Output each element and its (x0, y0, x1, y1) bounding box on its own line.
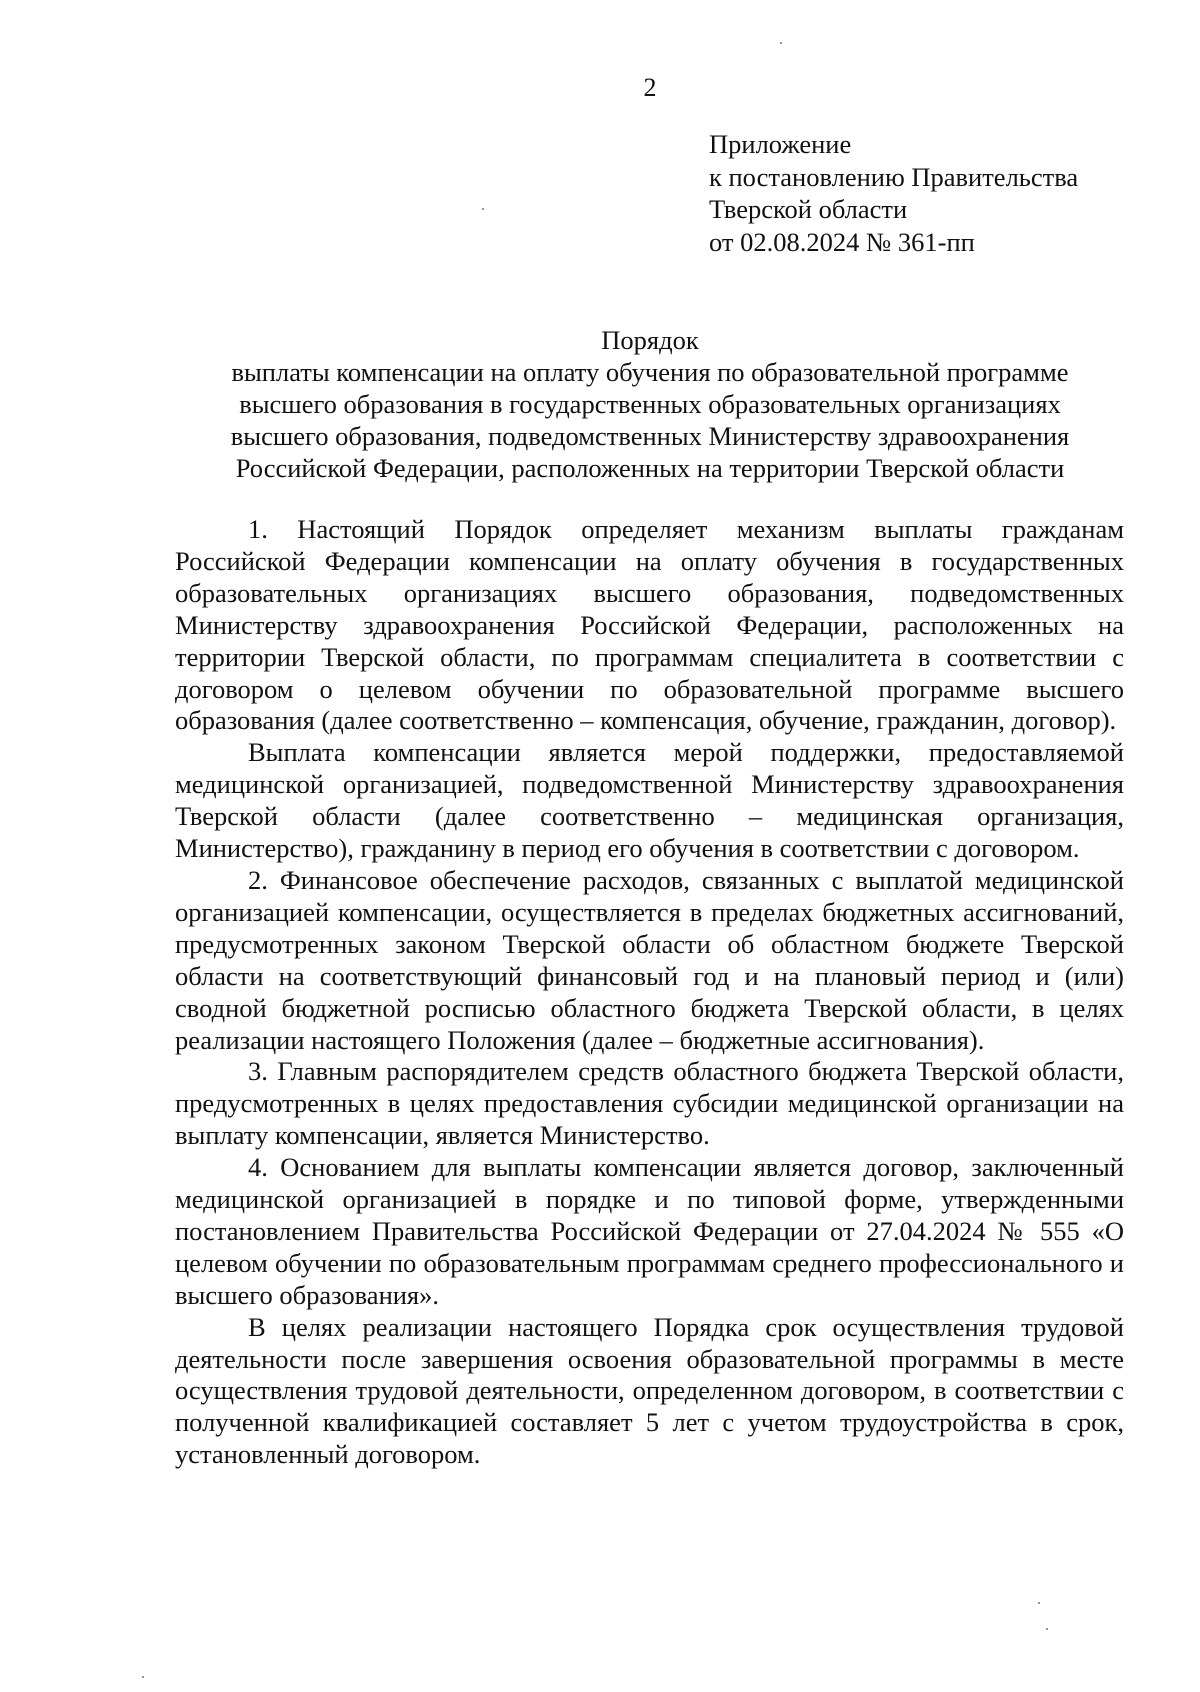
scan-speck (482, 208, 484, 210)
paragraph-clause-4: 4. Основанием для выплаты компенсации является договор, заключенный медицинской организацией в порядке и по типовой форме, утвержденными постановлением Правительства Российской Федерации от 27.04.2024 № 555 «О целевом обучении по образовательным программам среднего профессионального и высшего образования». (175, 1152, 1124, 1310)
appendix-reference: к постановлению Правительства (709, 161, 1079, 192)
paragraph-employment-term: В целях реализации настоящего Порядка срок осуществления трудовой деятельности после завершения освоения образовательной программы в месте осуществления трудовой деятельности, определенном договором, в соответствии с полученной квалификацией составляет 5 лет с учетом трудоустройства в срок, установленный договором. (175, 1311, 1124, 1470)
paragraph-clause-3: 3. Главным распорядителем средств областного бюджета Тверской области, предусмотренных в целях предоставления субсидии медицинской организации на выплату компенсации, является Министерство. (175, 1056, 1124, 1151)
scan-speck (780, 42, 782, 44)
document-title: Порядок (601, 325, 699, 355)
paragraph-clause-1: 1. Настоящий Порядок определяет механизм выплаты гражданам Российской Федерации компенсации на оплату обучения в государственных образовательных организациях высшего образования, подведомственных Министерству здравоохранения Российской Федерации, расположенных на территории Тверской области, по программам специалитета в соответствии с договором о целевом обучении по образовательной программе высшего образования (далее соответственно – компенсация, обучение, гражданин, договор). (175, 514, 1124, 736)
scan-speck (142, 1676, 144, 1678)
document-subtitle (140, 356, 1160, 484)
subtitle-line: выплаты компенсации на оплату обучения по образовательной программе (231, 357, 1069, 387)
subtitle-line: высшего образования в государственных образовательных организациях (239, 389, 1061, 419)
document-body (175, 514, 1124, 1471)
subtitle-line: высшего образования, подведомственных Министерству здравоохранения (230, 421, 1070, 451)
paragraph-clause-2: 2. Финансовое обеспечение расходов, связанных с выплатой медицинской организацией компенсации, осуществляется в пределах бюджетных ассигнований, предусмотренных законом Тверской области об областном бюджете Тверской области на соответствующий финансовый год и на плановый период и (или) сводной бюджетной росписью областного бюджета Тверской области, в целях реализации настоящего Положения (далее – бюджетные ассигнования). (175, 864, 1124, 1055)
page-number: 2 (643, 73, 657, 102)
scan-speck (1038, 1602, 1040, 1604)
appendix-label: Приложение (709, 129, 852, 159)
appendix-block (709, 128, 1078, 258)
scan-speck (1046, 1628, 1048, 1630)
appendix-date-number: от 02.08.2024 № 361-пп (709, 226, 975, 257)
paragraph-support-measure: Выплата компенсации является мерой поддержки, предоставляемой медицинской организацией, подведомственной Министерству здравоохранения Тверской области (далее соответственно – медицинская организация, Министерство), гражданину в период его обучения в соответствии с договором. (175, 737, 1124, 864)
appendix-region: Тверской области (709, 194, 908, 224)
subtitle-line: Российской Федерации, расположенных на территории Тверской области (235, 453, 1065, 483)
